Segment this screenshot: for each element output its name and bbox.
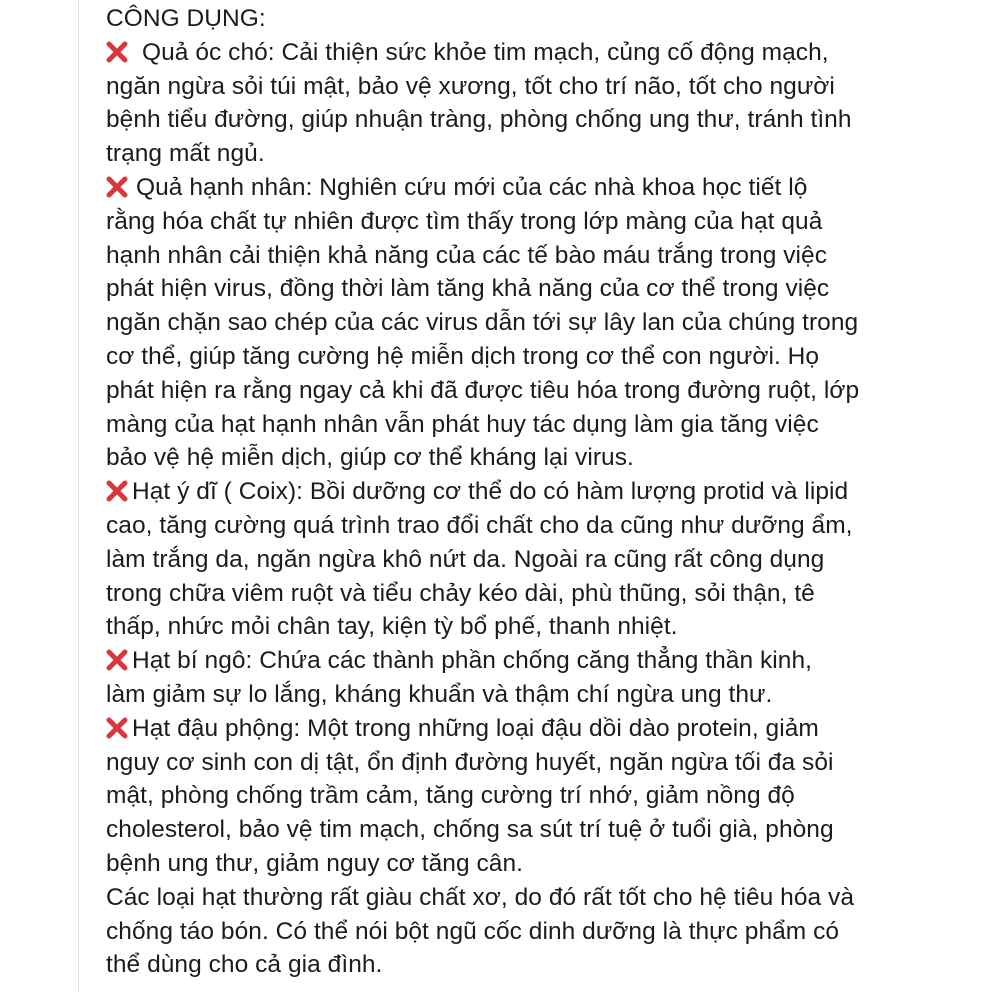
benefit-line: Quả óc chó: Cải thiện sức khỏe tim mạch, củng cố động mạch, [142, 38, 829, 66]
cross-mark-icon [106, 480, 128, 502]
benefit-line: phát hiện virus, đồng thời làm tăng khả năng của cơ thể trong việc [106, 275, 830, 303]
benefit-line: thấp, nhức mỏi chân tay, kiện tỳ bổ phế, thanh nhiệt. [106, 613, 678, 641]
cross-mark-icon [106, 649, 128, 671]
benefit-line: cholesterol, bảo vệ tim mạch, chống sa sút trí tuệ ở tuổi già, phòng [106, 816, 834, 844]
benefit-line: bệnh tiểu đường, giúp nhuận tràng, phòng chống ung thư, tránh tình [106, 106, 852, 134]
benefit-line: Quả hạnh nhân: Nghiên cứu mới của các nhà khoa học tiết lộ [136, 173, 808, 201]
closing-line: chống táo bón. Có thể nói bột ngũ cốc dinh dưỡng là thực phẩm có [106, 917, 840, 945]
cross-mark-icon [106, 41, 128, 63]
benefit-item-coix [106, 475, 986, 644]
benefit-line: cao, tăng cường quá trình trao đổi chất cho da cũng như dưỡng ẩm, [106, 511, 853, 539]
closing-line: Các loại hạt thường rất giàu chất xơ, do đó rất tốt cho hệ tiêu hóa và [106, 883, 855, 911]
benefit-line: hạnh nhân cải thiện khả năng của các tế bào máu trắng trong việc [106, 241, 827, 269]
benefit-line: Hạt đậu phộng: Một trong những loại đậu dồi dào protein, giảm [132, 714, 819, 742]
benefit-item-walnut [106, 36, 986, 171]
benefit-line: mật, phòng chống trầm cảm, tăng cường trí nhớ, giảm nồng độ [106, 782, 795, 810]
benefit-line: ngăn chặn sao chép của các virus dẫn tới sự lây lan của chúng trong [106, 309, 859, 337]
benefit-item-peanut [106, 712, 986, 881]
benefit-line: làm trắng da, ngăn ngừa khô nứt da. Ngoài ra cũng rất công dụng [106, 545, 825, 573]
cross-mark-icon [106, 717, 128, 739]
benefit-line: cơ thể, giúp tăng cường hệ miễn dịch trong cơ thể con người. Họ [106, 342, 820, 370]
cross-mark-icon [106, 176, 128, 198]
document-body [106, 2, 986, 982]
benefit-line: trạng mất ngủ. [106, 140, 265, 168]
benefit-item-almond [106, 171, 986, 475]
benefit-line: màng của hạt hạnh nhân vẫn phát huy tác dụng làm gia tăng việc [106, 410, 819, 438]
benefit-line: ngăn ngừa sỏi túi mật, bảo vệ xương, tốt cho trí não, tốt cho người [106, 72, 835, 100]
benefit-line: bệnh ung thư, giảm nguy cơ tăng cân. [106, 849, 524, 877]
benefit-line: làm giảm sự lo lắng, kháng khuẩn và thậm chí ngừa ung thư. [106, 680, 773, 708]
closing-line: thể dùng cho cả gia đình. [106, 951, 383, 979]
benefit-line: phát hiện ra rằng ngay cả khi đã được tiêu hóa trong đường ruột, lớp [106, 376, 860, 404]
left-border-line [78, 0, 79, 992]
benefit-line: bảo vệ hệ miễn dịch, giúp cơ thể kháng lại virus. [106, 444, 634, 472]
benefit-item-pumpkin-seed [106, 644, 986, 712]
benefit-line: nguy cơ sinh con dị tật, ổn định đường huyết, ngăn ngừa tối đa sỏi [106, 748, 834, 776]
benefit-line: Hạt ý dĩ ( Coix): Bồi dưỡng cơ thể do có hàm lượng protid và lipid [132, 478, 849, 506]
benefit-line: rằng hóa chất tự nhiên được tìm thấy trong lớp màng của hạt quả [106, 207, 823, 235]
benefit-line: Hạt bí ngô: Chứa các thành phần chống căng thẳng thần kinh, [132, 647, 812, 675]
document-heading: CÔNG DỤNG: [106, 5, 266, 32]
closing-paragraph [106, 881, 986, 982]
benefit-line: trong chữa viêm ruột và tiểu chảy kéo dài, phù thũng, sỏi thận, tê [106, 579, 815, 607]
